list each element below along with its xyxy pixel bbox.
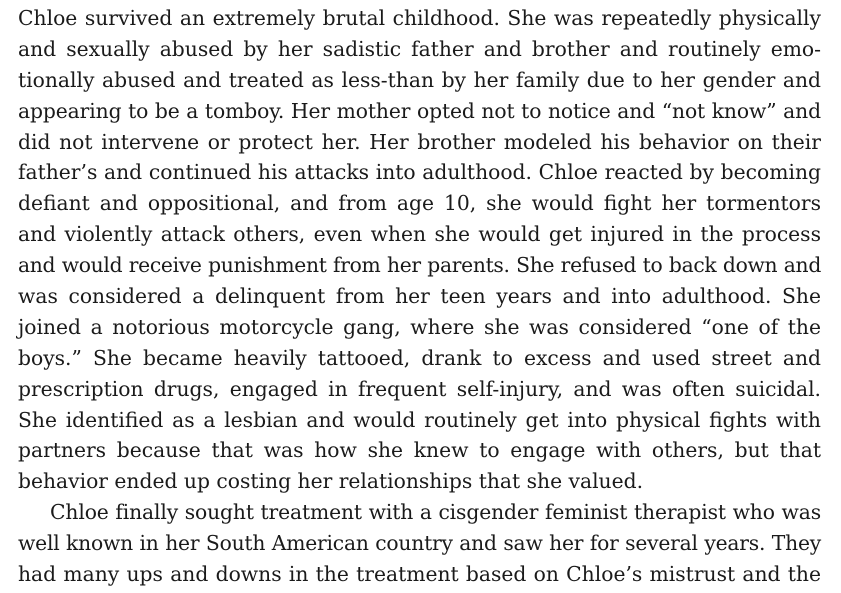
text-line: well known in her South American country and saw her for several years. They: [18, 531, 821, 556]
text-line: did not intervene or protect her. Her brother modeled his behavior on their: [18, 129, 821, 154]
text-line: defiant and oppositional, and from age 10, she would fight her tormentors: [18, 191, 821, 216]
text-line: partners because that was how she knew to engage with others, but that: [18, 438, 821, 463]
text-line: She identified as a lesbian and would routinely get into physical fights with: [18, 407, 821, 432]
text-line: joined a notorious motorcycle gang, where she was considered “one of the: [18, 314, 821, 339]
text-line: boys.” She became heavily tattooed, drank to excess and used street and: [18, 345, 821, 370]
text-line: had many ups and downs in the treatment based on Chloe’s mistrust and the: [18, 562, 821, 587]
text-line: and sexually abused by her sadistic father and brother and routinely emo-: [18, 36, 821, 61]
text-line: behavior ended up costing her relationships that she valued.: [18, 469, 644, 494]
text-line: Chloe finally sought treatment with a cisgender feminist therapist who was: [50, 500, 821, 525]
text-line: Chloe survived an extremely brutal childhood. She was repeatedly physically: [18, 6, 821, 30]
paragraph-2: [18, 497, 821, 590]
text-line: tionally abused and treated as less-than by her family due to her gender and: [18, 67, 821, 92]
text-line: was considered a delinquent from her teen years and into adulthood. She: [18, 284, 821, 309]
text-line: and would receive punishment from her parents. She refused to back down and: [18, 253, 821, 278]
document-page: [18, 3, 821, 590]
text-line: appearing to be a tomboy. Her mother opted not to notice and “not know” and: [18, 98, 821, 123]
text-line: father’s and continued his attacks into adulthood. Chloe reacted by becoming: [18, 160, 821, 185]
paragraph-1: [18, 3, 821, 497]
text-line: and violently attack others, even when she would get injured in the process: [18, 222, 821, 247]
text-line: prescription drugs, engaged in frequent self-injury, and was often suicidal.: [18, 376, 821, 401]
